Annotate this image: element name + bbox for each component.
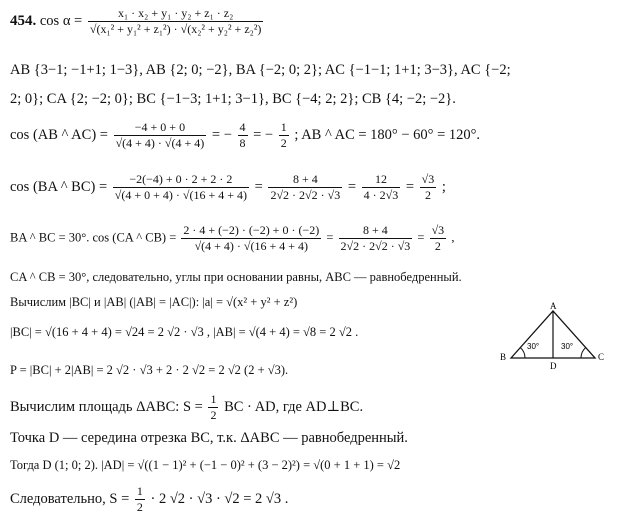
fraction <box>430 223 447 254</box>
fraction-numerator: √3 <box>431 223 445 237</box>
fraction-numerator: x₁ · x₂ + y₁ · y₂ + z₁ · z₂ <box>88 6 264 22</box>
equals: = <box>326 230 334 245</box>
ad-length-line: Тогда D (1; 0; 2). |AD| = √((1 − 1)² + (−1 − 0)² + (3 − 2)²) = √(0 + 1 + 1) = √2 <box>10 458 401 472</box>
fraction-numerator: 1 <box>210 392 217 406</box>
perimeter-line: P = |BC| + 2|AB| = 2 √2 · √3 + 2 · 2 √2 = 2 √2 (2 + √3). <box>10 363 289 377</box>
conclusion-isosceles-line: CA ^ CB = 30°, следовательно, углы при основании равны, ABC — равнобедренный. <box>10 270 462 284</box>
formula-line-cosine <box>10 6 265 37</box>
equals: = − <box>253 126 274 143</box>
fraction-denominator: 2 <box>210 408 217 422</box>
fraction-denominator: √(4 + 4) · √(4 + 4) <box>115 136 205 150</box>
fraction-numerator: 1 <box>136 484 143 498</box>
fraction <box>362 172 401 203</box>
angle-label-b: 30° <box>527 342 540 351</box>
angle-arc-b <box>520 348 525 358</box>
label-b: B <box>500 352 507 362</box>
fraction-numerator: −4 + 0 + 0 <box>114 120 207 136</box>
fraction-denominator: √(x₁² + y₁² + z₁²) · √(x₂² + y₂² + z₂²) <box>89 22 262 36</box>
label-a: A <box>550 301 557 311</box>
angle-result: ; AB ^ AC = 180° − 60° = 120°. <box>294 126 481 143</box>
final-area-line <box>10 484 288 515</box>
equals: = − <box>211 126 232 143</box>
equals: = <box>347 178 357 195</box>
fraction-numerator: 8 + 4 <box>339 223 413 239</box>
fraction-denominator: 2√2 · 2√2 · √3 <box>270 188 341 202</box>
area-formula-line <box>10 392 363 423</box>
problem-number: 454. <box>10 12 37 29</box>
comma: , <box>451 230 455 245</box>
equals: = <box>417 230 425 245</box>
area-suffix: BC · AD, где AD⊥BC. <box>224 398 364 415</box>
fraction <box>113 172 249 203</box>
fraction-denominator: 2 <box>434 239 441 253</box>
fraction <box>238 120 248 151</box>
cos-ab-ac-prefix: cos (AB ^ AC) = <box>10 126 108 143</box>
fraction-denominator: 2√2 · 2√2 · √3 <box>340 239 411 253</box>
cos-ab-ac-line <box>10 120 480 151</box>
fraction <box>268 172 342 203</box>
fraction-denominator: √(4 + 0 + 4) · √(16 + 4 + 4) <box>114 188 248 202</box>
lengths-result-line: |BC| = √(16 + 4 + 4) = √24 = 2 √2 · √3 , |AB| = √(4 + 4) = √8 = 2 √2 . <box>10 325 359 339</box>
fraction <box>420 172 437 203</box>
cos-ba-bc-prefix: cos (BA ^ BC) = <box>10 178 108 195</box>
fraction <box>114 120 207 151</box>
area-prefix: Вычислим площадь ΔABC: S = <box>10 398 203 415</box>
label-c: C <box>598 352 605 362</box>
cosine-formula-fraction <box>88 6 264 37</box>
fraction-denominator: 2 <box>424 188 431 202</box>
fraction-numerator: 2 · 4 + (−2) · (−2) + 0 · (−2) <box>183 223 320 237</box>
fraction-numerator: −2(−4) + 0 · 2 + 2 · 2 <box>113 172 249 188</box>
angle-arc-c <box>581 348 586 358</box>
fraction-denominator: 4 · 2√3 <box>363 188 399 202</box>
equals: = <box>405 178 415 195</box>
fraction-denominator: 8 <box>239 136 246 150</box>
compute-lengths-line: Вычислим |BC| и |AB| (|AB| = |AC|): |a| = √(x² + y² + z²) <box>10 295 298 309</box>
fraction-denominator: √(4 + 4) · √(16 + 4 + 4) <box>194 239 309 253</box>
vector-coordinates-line-1: AB {3−1; −1+1; 1−3}, AB {2; 0; −2}, BA {−2; 0; 2}; AC {−1−1; 1+1; 3−3}, AC {−2; <box>10 62 511 78</box>
final-suffix: · 2 √2 · √3 · √2 = 2 √3 . <box>150 490 289 507</box>
fraction-denominator: 2 <box>280 136 287 150</box>
cos-ba-bc-line <box>10 172 446 203</box>
cosine-prefix: cos α = <box>39 12 83 29</box>
semicolon: ; <box>441 178 446 195</box>
fraction-numerator: 8 + 4 <box>268 172 342 188</box>
fraction-numerator: √3 <box>421 172 435 186</box>
cos-ca-cb-prefix: BA ^ BC = 30°. cos (CA ^ CB) = <box>10 230 177 245</box>
fraction-numerator: 1 <box>280 120 287 134</box>
fraction <box>339 223 413 254</box>
angle-label-c: 30° <box>561 342 574 351</box>
fraction-denominator: 2 <box>136 500 143 514</box>
fraction-numerator: 4 <box>239 120 246 134</box>
fraction-numerator: 12 <box>362 172 401 188</box>
fraction <box>181 223 321 254</box>
cos-ca-cb-line <box>10 223 454 254</box>
fraction <box>208 392 218 423</box>
fraction <box>279 120 289 151</box>
fraction <box>135 484 145 515</box>
vector-coordinates-line-2: 2; 0}; CA {2; −2; 0}; BC {−1−3; 1+1; 3−1}, BC {−4; 2; 2}; CB {4; −2; −2}. <box>10 91 456 107</box>
label-d: D <box>550 361 557 371</box>
triangle-figure <box>491 300 609 372</box>
midpoint-line: Точка D — середина отрезка BC, т.к. ΔABC — равнобедренный. <box>10 430 408 446</box>
equals: = <box>254 178 263 195</box>
final-prefix: Следовательно, S = <box>10 490 130 507</box>
